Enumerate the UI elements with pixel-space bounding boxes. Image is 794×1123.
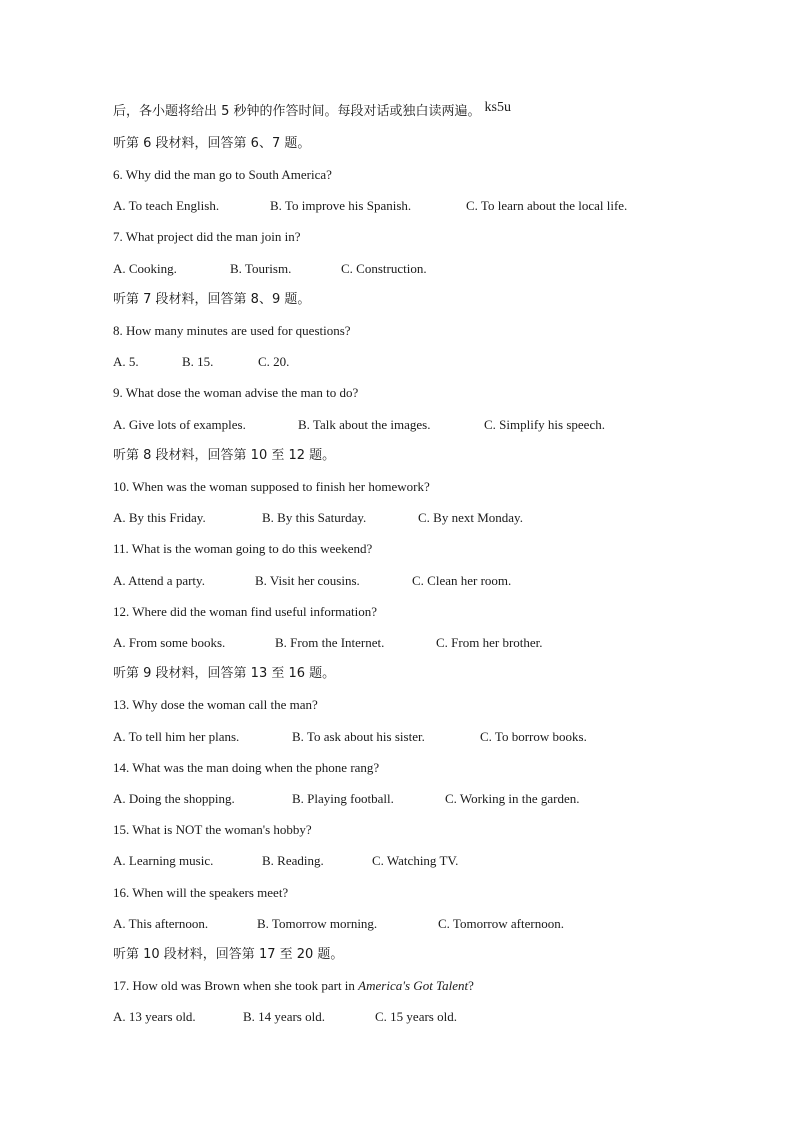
option-13c: C. To borrow books.	[480, 729, 587, 744]
option-9b: B. Talk about the images.	[298, 417, 431, 432]
option-12b: B. From the Internet.	[275, 635, 385, 650]
option-11c: C. Clean her room.	[412, 573, 512, 588]
intro-line	[113, 100, 511, 120]
question-12: 12. Where did the woman find useful information?	[113, 604, 378, 619]
question-13: 13. Why dose the woman call the man?	[113, 697, 318, 712]
option-8b: B. 15.	[182, 354, 214, 369]
option-9c: C. Simplify his speech.	[484, 417, 605, 432]
section-heading-10: 听第 10 段材料，回答第 17 至 20 题。	[113, 947, 344, 962]
option-16c: C. Tomorrow afternoon.	[438, 916, 564, 931]
option-14c: C. Working in the garden.	[445, 791, 580, 806]
option-17c: C. 15 years old.	[375, 1009, 457, 1024]
intro-text: 后，各小题将给出 5 秒钟的作答时间。每段对话或独白读两遍。	[113, 104, 481, 119]
question-7: 7. What project did the man join in?	[113, 229, 301, 244]
option-6b: B. To improve his Spanish.	[270, 198, 412, 213]
option-10b: B. By this Saturday.	[262, 510, 367, 525]
option-7b: B. Tourism.	[230, 261, 292, 276]
question-17-end: ?	[468, 978, 474, 993]
option-15a: A. Learning music.	[113, 853, 214, 868]
show-title: America's Got Talent	[358, 978, 469, 993]
option-10c: C. By next Monday.	[418, 510, 523, 525]
option-15b: B. Reading.	[262, 853, 324, 868]
option-15c: C. Watching TV.	[372, 853, 459, 868]
option-8c: C. 20.	[258, 354, 290, 369]
option-8a: A. 5.	[113, 354, 139, 369]
option-12c: C. From her brother.	[436, 635, 543, 650]
option-12a: A. From some books.	[113, 635, 226, 650]
option-6c: C. To learn about the local life.	[466, 198, 628, 213]
option-13b: B. To ask about his sister.	[292, 729, 425, 744]
option-16b: B. Tomorrow morning.	[257, 916, 378, 931]
option-9a: A. Give lots of examples.	[113, 417, 246, 432]
option-14b: B. Playing football.	[292, 791, 394, 806]
section-heading-9: 听第 9 段材料，回答第 13 至 16 题。	[113, 666, 336, 681]
question-17-text: 17. How old was Brown when she took part in	[113, 978, 359, 993]
option-10a: A. By this Friday.	[113, 510, 206, 525]
question-6: 6. Why did the man go to South America?	[113, 167, 332, 182]
option-11b: B. Visit her cousins.	[255, 573, 360, 588]
section-heading-7: 听第 7 段材料，回答第 8、9 题。	[113, 292, 311, 307]
question-14: 14. What was the man doing when the phone rang?	[113, 760, 380, 775]
question-17	[113, 978, 474, 994]
option-14a: A. Doing the shopping.	[113, 791, 235, 806]
option-7a: A. Cooking.	[113, 261, 177, 276]
question-10: 10. When was the woman supposed to finish her homework?	[113, 479, 430, 494]
option-7c: C. Construction.	[341, 261, 427, 276]
option-13a: A. To tell him her plans.	[113, 729, 240, 744]
question-8: 8. How many minutes are used for questions?	[113, 323, 351, 338]
question-9: 9. What dose the woman advise the man to do?	[113, 385, 359, 400]
option-6a: A. To teach English.	[113, 198, 220, 213]
option-16a: A. This afternoon.	[113, 916, 209, 931]
option-11a: A. Attend a party.	[113, 573, 205, 588]
question-11: 11. What is the woman going to do this weekend?	[113, 541, 373, 556]
watermark-text: ks5u	[484, 100, 511, 115]
option-17a: A. 13 years old.	[113, 1009, 196, 1024]
section-heading-6: 听第 6 段材料，回答第 6、7 题。	[113, 136, 311, 151]
section-heading-8: 听第 8 段材料，回答第 10 至 12 题。	[113, 448, 336, 463]
option-17b: B. 14 years old.	[243, 1009, 325, 1024]
question-15: 15. What is NOT the woman's hobby?	[113, 822, 312, 837]
question-16: 16. When will the speakers meet?	[113, 885, 289, 900]
